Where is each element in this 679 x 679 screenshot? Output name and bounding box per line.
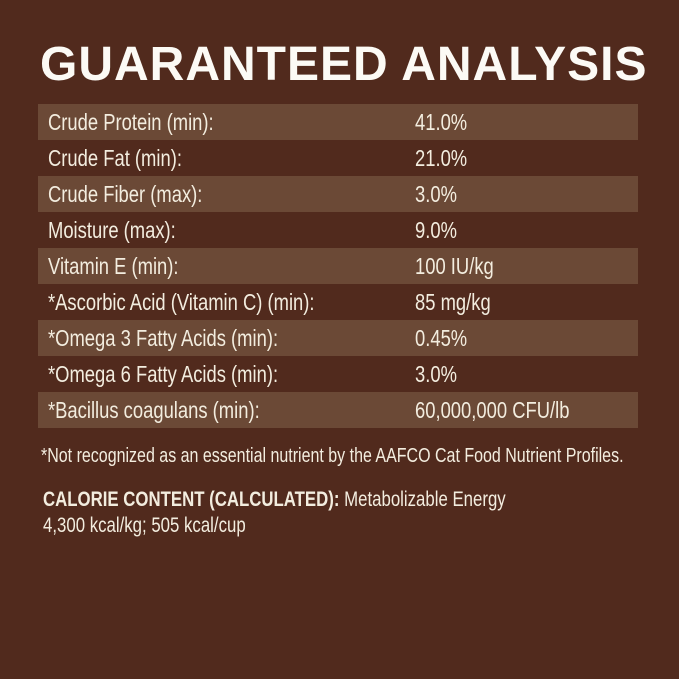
table-row [38,392,638,428]
nutrient-value: 9.0% [415,217,457,243]
nutrient-label: *Bacillus coagulans (min): [48,397,260,423]
table-row [38,176,638,212]
table-row [38,284,638,320]
nutrient-label: Moisture (max): [48,217,176,243]
nutrient-value: 3.0% [415,361,457,387]
nutrient-label: Vitamin E (min): [48,253,179,279]
table-row [38,104,638,140]
page-title [40,38,648,91]
nutrient-value: 60,000,000 CFU/lb [415,397,570,423]
nutrient-table [38,104,638,428]
table-row [38,140,638,176]
nutrient-label: *Omega 6 Fatty Acids (min): [48,361,279,387]
nutrient-label: *Omega 3 Fatty Acids (min): [48,325,279,351]
nutrient-value: 21.0% [415,145,468,171]
calorie-line-1 [43,487,621,513]
nutrient-label: Crude Fiber (max): [48,181,203,207]
calorie-line-2 [43,513,621,539]
page-title-text: GUARANTEED ANALYSIS [40,38,648,91]
nutrient-label: Crude Protein (min): [48,109,214,135]
calorie-values: 4,300 kcal/kg; 505 kcal/cup [43,514,246,537]
nutrient-label: Crude Fat (min): [48,145,182,171]
nutrient-value: 0.45% [415,325,468,351]
nutrient-label: *Ascorbic Acid (Vitamin C) (min): [48,289,315,315]
table-row [38,320,638,356]
nutrient-value: 85 mg/kg [415,289,491,315]
calorie-heading: CALORIE CONTENT (CALCULATED): [43,488,340,511]
footnote-text: *Not recognized as an essential nutrient by the AAFCO Cat Food Nutrient Profiles. [41,445,624,467]
nutrient-value: 100 IU/kg [415,253,494,279]
table-row [38,212,638,248]
table-row [38,248,638,284]
table-row [38,356,638,392]
footnote [41,445,671,467]
calorie-description: Metabolizable Energy [344,488,506,511]
calorie-content [43,487,621,539]
nutrient-value: 3.0% [415,181,457,207]
nutrient-value: 41.0% [415,109,468,135]
